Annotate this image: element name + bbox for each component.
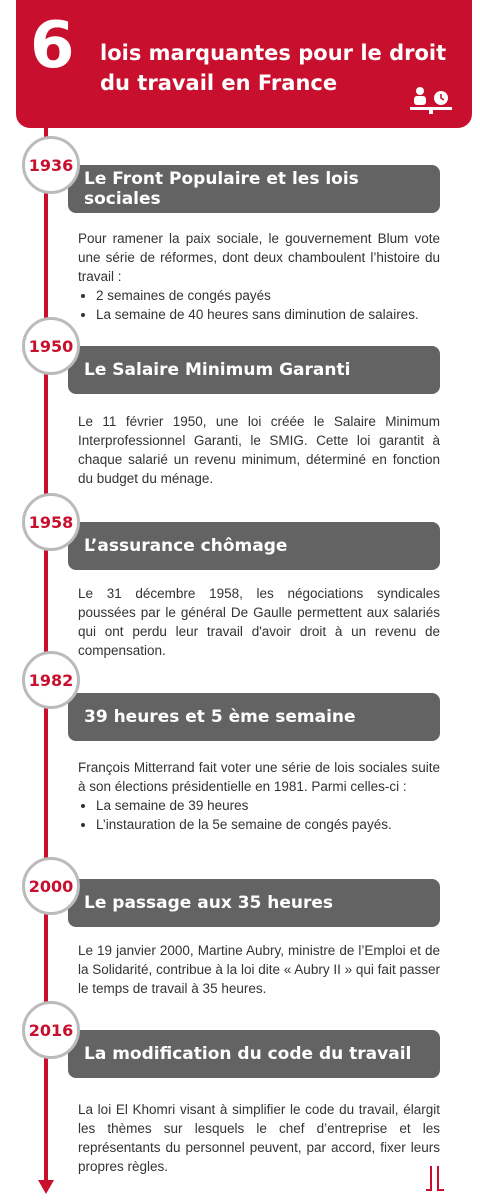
timeline-arrow-icon: [38, 1180, 54, 1194]
year-badge: 1958: [22, 493, 80, 551]
monogram-logo: [424, 1164, 446, 1194]
year-badge: 2016: [22, 1001, 80, 1059]
list-item: • L’instauration de la 5e semaine de congés payés.: [96, 815, 440, 834]
section-bullets: [78, 286, 440, 324]
year-badge: 1950: [22, 317, 80, 375]
section-title: Le Salaire Minimum Garanti: [68, 346, 440, 394]
section-text: [78, 758, 440, 834]
year-badge: 1936: [22, 136, 80, 194]
section-title: La modification du code du travail: [68, 1030, 440, 1078]
section-bullets: [78, 796, 440, 834]
section-paragraph: François Mitterrand fait voter une série de lois sociales suite à son élections présidentielle en 1981. Parmi celles-ci :: [78, 760, 440, 794]
section-paragraph: Le 19 janvier 2000, Martine Aubry, ministre de l’Emploi et de la Solidarité, contribue à la loi dite « Aubry II » qui fait passer le temps de travail à 35 heures.: [78, 943, 440, 996]
section-paragraph: La loi El Khomri visant à simplifier le code du travail, élargit les thèmes sur lesquels le chef d’entreprise et les représentants du personnel peuvent, par accord, fixer leurs propres règles.: [78, 1102, 440, 1174]
list-item: • 2 semaines de congés payés: [96, 286, 440, 305]
section-text: [78, 1100, 440, 1176]
section-text: [78, 584, 440, 660]
year-badge: 1982: [22, 651, 80, 709]
section-text: [78, 941, 440, 998]
header-banner: [16, 0, 472, 128]
section-title: 39 heures et 5 ème semaine: [68, 693, 440, 741]
page-title: lois marquantes pour le droit du travail en France: [100, 41, 447, 95]
section-title: Le Front Populaire et les lois sociales: [68, 165, 440, 213]
scales-icon: [408, 85, 454, 115]
section-paragraph: Pour ramener la paix sociale, le gouvernement Blum vote une série de réformes, dont deux chamboulent l’histoire du travail :: [78, 231, 440, 284]
section-text: [78, 229, 440, 324]
list-item: • La semaine de 39 heures: [96, 796, 440, 815]
section-title: L’assurance chômage: [68, 522, 440, 570]
section-paragraph: Le 31 décembre 1958, les négociations syndicales poussées par le général De Gaulle permettent aux salariés qui ont perdu leur travail d'avoir droit à un revenu de compensation.: [78, 586, 440, 658]
header-number: 6: [30, 9, 75, 83]
section-title: Le passage aux 35 heures: [68, 879, 440, 927]
year-badge: 2000: [22, 857, 80, 915]
list-item: • La semaine de 40 heures sans diminution de salaires.: [96, 305, 440, 324]
section-paragraph: Le 11 février 1950, une loi créée le Salaire Minimum Interprofessionnel Garanti, le SMIG. Cette loi garantit à chaque salarié un revenu minimum, déterminé en fonction du budget du ménage.: [78, 414, 440, 486]
section-text: [78, 412, 440, 488]
